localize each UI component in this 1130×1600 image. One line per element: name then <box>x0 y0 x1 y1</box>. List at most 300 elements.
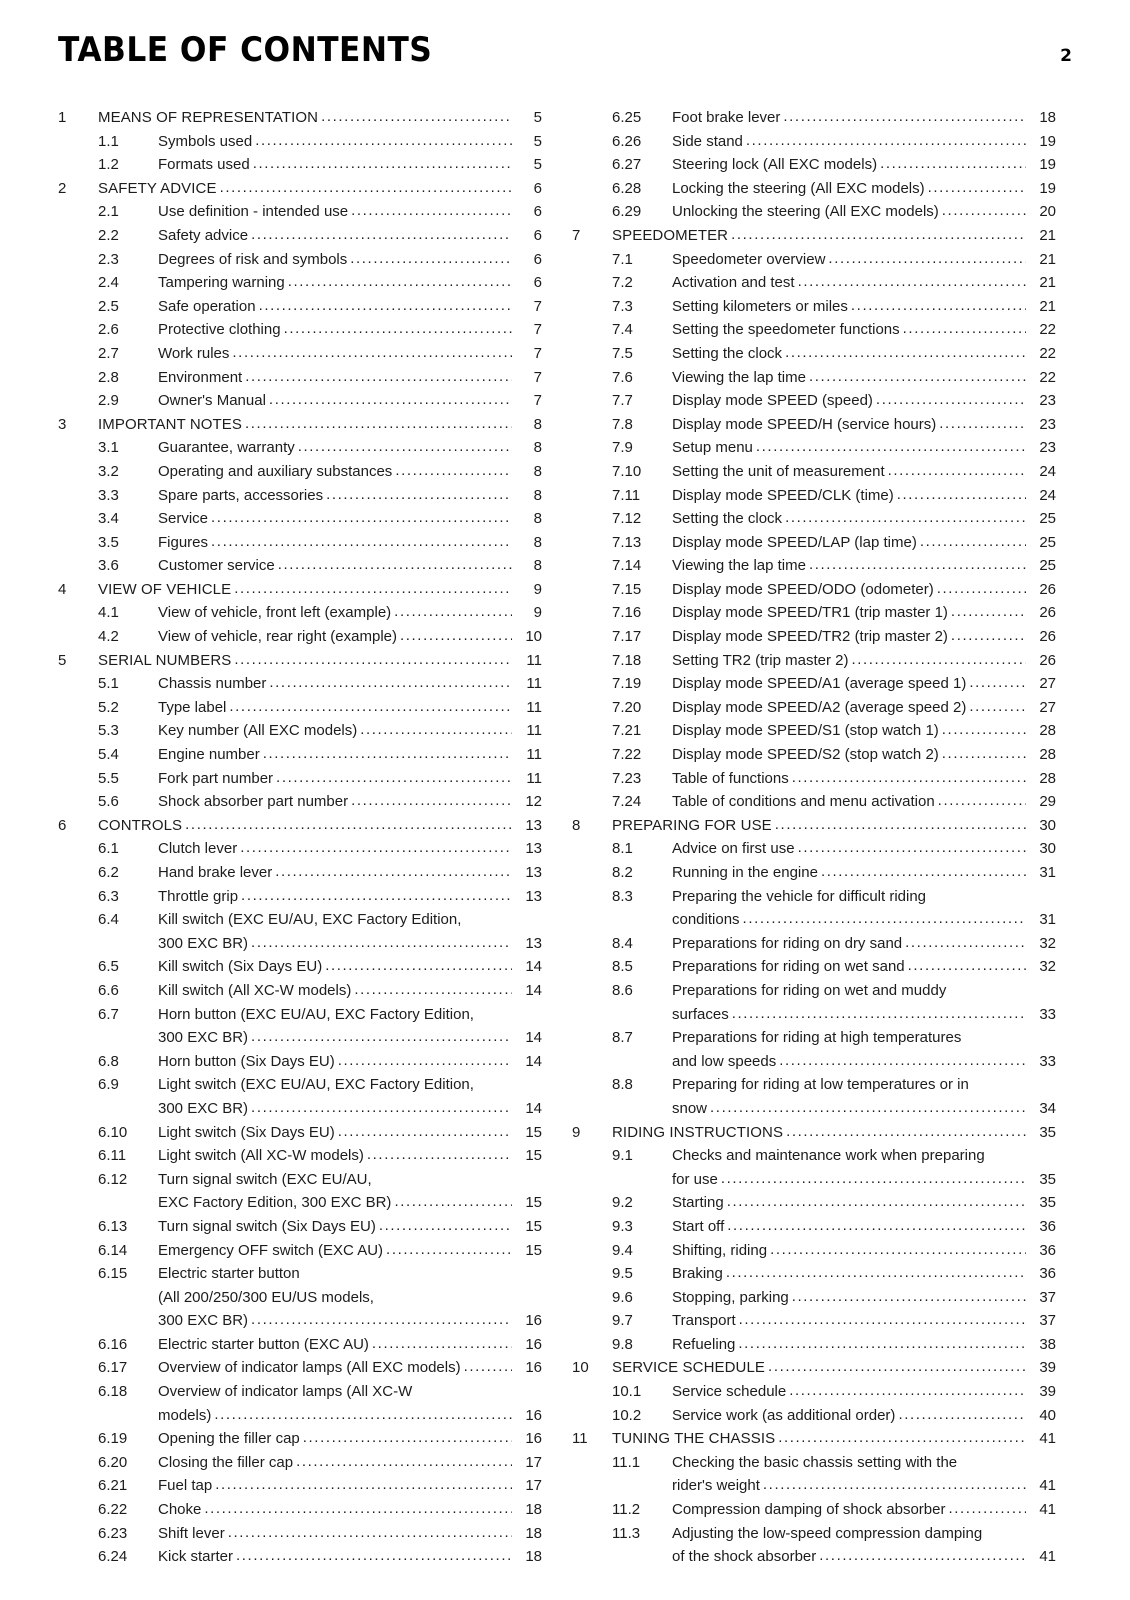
toc-entry[interactable] <box>572 1333 1056 1357</box>
toc-leader-dots <box>732 1007 1026 1026</box>
toc-entry-title: Chassis number <box>158 675 267 693</box>
toc-leader-dots <box>792 771 1026 790</box>
toc-leader-dots <box>245 370 512 389</box>
toc-entry-title: conditions <box>672 911 740 929</box>
toc-entry-number: 6.4 <box>98 911 119 929</box>
toc-entry-number: 3.6 <box>98 557 119 575</box>
toc-entry[interactable] <box>58 1356 542 1380</box>
toc-leader-dots <box>768 1361 1026 1380</box>
toc-entry[interactable] <box>572 1262 1056 1286</box>
toc-leader-dots <box>785 512 1026 531</box>
toc-entry-title: 300 EXC BR) <box>158 1029 249 1047</box>
toc-entry[interactable] <box>572 885 1056 932</box>
toc-page-number: 15 <box>525 1194 542 1212</box>
toc-leader-dots <box>351 205 512 224</box>
toc-entry-title: Engine number <box>158 746 260 764</box>
toc-leader-dots <box>269 394 512 413</box>
toc-leader-dots <box>792 1290 1026 1309</box>
toc-leader-dots <box>785 347 1026 366</box>
toc-entry-title: Setting the speedometer functions <box>672 321 900 339</box>
toc-entry-number: 4.2 <box>98 628 119 646</box>
toc-page-number: 35 <box>1039 1170 1056 1188</box>
toc-entry[interactable] <box>572 837 1056 861</box>
toc-entry-body <box>672 955 1056 979</box>
toc-entry[interactable] <box>572 342 1056 366</box>
toc-entry-body <box>158 484 542 508</box>
toc-leader-dots <box>964 1031 1026 1050</box>
toc-entry[interactable] <box>572 1239 1056 1263</box>
toc-page-number: 7 <box>533 368 542 386</box>
toc-entry[interactable] <box>572 1404 1056 1428</box>
toc-entry-title: surfaces <box>672 1005 729 1023</box>
toc-leader-dots <box>394 606 512 625</box>
toc-entry-body <box>672 318 1056 342</box>
toc-entry[interactable] <box>572 484 1056 508</box>
toc-entry[interactable] <box>58 743 542 767</box>
toc-entry[interactable] <box>572 1144 1056 1191</box>
toc-entry[interactable] <box>58 1073 542 1120</box>
toc-leader-dots <box>326 488 512 507</box>
toc-leader-dots <box>985 1526 1026 1545</box>
toc-entry[interactable] <box>58 578 542 602</box>
toc-entry[interactable] <box>572 932 1056 956</box>
toc-entry-body <box>672 153 1056 177</box>
toc-leader-dots <box>211 512 512 531</box>
toc-entry-title: Preparations for riding on wet sand <box>672 958 905 976</box>
toc-entry[interactable] <box>58 1262 542 1333</box>
toc-leader-dots <box>477 1007 512 1026</box>
toc-page-number: 18 <box>1039 109 1056 126</box>
toc-leader-dots <box>321 111 512 130</box>
toc-entry[interactable] <box>572 1286 1056 1310</box>
toc-leader-dots <box>731 229 1026 248</box>
toc-entry[interactable] <box>58 413 542 437</box>
toc-entry-title: Setting TR2 (trip master 2) <box>672 651 849 669</box>
toc-entry[interactable] <box>58 153 542 177</box>
toc-entry[interactable] <box>572 578 1056 602</box>
toc-entry[interactable] <box>572 1380 1056 1404</box>
toc-leader-dots <box>960 1455 1026 1474</box>
toc-leader-dots <box>204 1503 512 1522</box>
toc-entry-number: 6.19 <box>98 1430 128 1448</box>
toc-entry[interactable] <box>58 106 542 130</box>
toc-entry[interactable] <box>572 767 1056 791</box>
toc-entry-title: Hand brake lever <box>158 864 273 881</box>
toc-entry-body <box>158 837 542 861</box>
toc-leader-dots <box>464 1361 512 1380</box>
toc-leader-dots <box>386 1243 512 1262</box>
toc-entry-number: 8.5 <box>612 958 633 976</box>
toc-entry[interactable] <box>58 271 542 295</box>
toc-leader-dots <box>727 1196 1026 1215</box>
toc-entry-body <box>672 885 1056 932</box>
toc-entry-title: Preparations for riding on wet and muddy <box>672 981 947 999</box>
toc-page-number: 14 <box>525 1099 542 1117</box>
toc-leader-dots <box>972 1078 1026 1097</box>
toc-entry-title: Kill switch (EXC EU/AU, EXC Factory Edition, <box>158 911 462 929</box>
toc-page-number: 7 <box>533 392 542 410</box>
toc-entry[interactable] <box>58 1451 542 1475</box>
toc-leader-dots <box>288 276 512 295</box>
toc-page-number: 25 <box>1039 533 1056 551</box>
toc-entry-title: models) <box>158 1406 212 1424</box>
toc-leader-dots <box>245 417 512 436</box>
toc-leader-dots <box>798 276 1026 295</box>
toc-entry[interactable] <box>58 790 542 814</box>
toc-page-number: 7 <box>533 344 542 362</box>
toc-entry-body <box>158 601 542 625</box>
toc-entry-number: 6.11 <box>98 1147 127 1165</box>
toc-entry[interactable] <box>572 696 1056 720</box>
toc-entry-title: Overview of indicator lamps (All EXC models) <box>158 1359 461 1377</box>
toc-entry[interactable] <box>58 1003 542 1050</box>
toc-page-number: 19 <box>1039 132 1056 150</box>
toc-leader-dots <box>903 323 1026 342</box>
toc-leader-dots <box>367 1149 512 1168</box>
toc-entry[interactable] <box>58 366 542 390</box>
toc-entry-number: 7.19 <box>612 675 642 693</box>
toc-entry-body <box>672 696 1056 720</box>
toc-entry[interactable] <box>58 554 542 578</box>
toc-entry[interactable] <box>572 1427 1056 1451</box>
toc-entry[interactable] <box>572 366 1056 390</box>
toc-leader-dots <box>251 1031 512 1050</box>
toc-leader-dots <box>739 1314 1026 1333</box>
toc-entry-number: 5.4 <box>98 746 119 764</box>
toc-entry-body <box>672 271 1056 295</box>
toc-entry-title: Light switch (All XC-W models) <box>158 1147 364 1165</box>
toc-entry[interactable] <box>572 460 1056 484</box>
toc-page-number: 19 <box>1039 179 1056 197</box>
toc-entry[interactable] <box>572 790 1056 814</box>
toc-entry-title: 300 EXC BR) <box>158 934 249 952</box>
toc-entry-title: Table of functions <box>672 769 789 787</box>
toc-entry[interactable] <box>58 672 542 696</box>
toc-page-number: 6 <box>533 203 542 221</box>
toc-entry-number: 7.5 <box>612 344 633 362</box>
toc-entry-title: Environment <box>158 368 243 386</box>
toc-entry-number: 6.6 <box>98 981 119 999</box>
toc-page-number: 30 <box>1039 840 1056 858</box>
toc-leader-dots <box>929 889 1026 908</box>
toc-entry[interactable] <box>58 531 542 555</box>
toc-page-number: 15 <box>525 1217 542 1235</box>
toc-entry[interactable] <box>58 484 542 508</box>
toc-entry-title: Emergency OFF switch (EXC AU) <box>158 1241 384 1259</box>
toc-entry[interactable] <box>58 837 542 861</box>
toc-entry[interactable] <box>58 601 542 625</box>
toc-entry-body <box>158 908 542 955</box>
toc-entry-body <box>158 248 542 272</box>
toc-entry[interactable] <box>572 413 1056 437</box>
toc-entry-title: Starting <box>672 1194 724 1212</box>
toc-entry-number: 10 <box>572 1359 589 1377</box>
toc-entry-number: 11.1 <box>612 1453 641 1471</box>
toc-entry[interactable] <box>572 1191 1056 1215</box>
toc-entry-number: 7.14 <box>612 557 642 575</box>
toc-entry[interactable] <box>572 743 1056 767</box>
toc-entry[interactable] <box>58 814 542 838</box>
toc-entry[interactable] <box>572 531 1056 555</box>
toc-leader-dots <box>215 1479 512 1498</box>
toc-entry-number: 11.3 <box>612 1524 641 1542</box>
toc-entry[interactable] <box>58 979 542 1003</box>
toc-entry[interactable] <box>58 389 542 413</box>
toc-entry[interactable] <box>572 1498 1056 1522</box>
toc-entry-body <box>612 814 1056 838</box>
toc-leader-dots <box>269 677 512 696</box>
toc-entry-body <box>672 177 1056 201</box>
toc-page-number: 16 <box>525 1335 542 1353</box>
toc-entry-body <box>158 625 542 649</box>
toc-entry-body <box>158 531 542 555</box>
toc-entry-title: (All 200/250/300 EU/US models, <box>158 1288 374 1306</box>
toc-entry-title: Tampering warning <box>158 274 285 292</box>
toc-entry-number: 11.2 <box>612 1501 641 1519</box>
toc-entry-title: View of vehicle, rear right (example) <box>158 628 397 646</box>
toc-entry[interactable] <box>58 955 542 979</box>
toc-leader-dots <box>888 465 1026 484</box>
toc-entry-title: of the shock absorber <box>672 1548 817 1566</box>
toc-entry[interactable] <box>58 1522 542 1546</box>
toc-entry[interactable] <box>572 1121 1056 1145</box>
toc-entry[interactable] <box>58 1144 542 1168</box>
toc-entry[interactable] <box>58 248 542 272</box>
toc-leader-dots <box>897 488 1026 507</box>
toc-page-number: 13 <box>525 840 542 858</box>
toc-entry[interactable] <box>572 1356 1056 1380</box>
toc-entry[interactable] <box>58 767 542 791</box>
toc-entry[interactable] <box>58 1498 542 1522</box>
toc-entry-title: Figures <box>158 533 209 551</box>
toc-entry[interactable] <box>58 1121 542 1145</box>
toc-entry-title: Turn signal switch (EXC EU/AU, <box>158 1170 372 1188</box>
toc-entry-number: 9.6 <box>612 1288 633 1306</box>
toc-page-number: 11 <box>526 698 542 716</box>
toc-entry-title: Throttle grip <box>158 887 239 905</box>
toc-entry-body <box>158 861 542 885</box>
toc-entry-title: PREPARING FOR USE <box>612 816 772 834</box>
toc-entry-title: Refueling <box>672 1335 736 1353</box>
toc-entry-number: 4 <box>58 580 67 598</box>
toc-leader-dots <box>415 1385 512 1404</box>
toc-leader-dots <box>937 582 1026 601</box>
toc-leader-dots <box>251 936 512 955</box>
toc-entry[interactable] <box>58 861 542 885</box>
toc-entry[interactable] <box>572 271 1056 295</box>
toc-page-number: 6 <box>533 226 542 244</box>
toc-page-number: 36 <box>1039 1217 1056 1235</box>
toc-entry[interactable] <box>572 248 1056 272</box>
toc-entry-number: 6.5 <box>98 958 119 976</box>
toc-entry-title: Foot brake lever <box>672 109 781 126</box>
toc-entry-body <box>672 389 1056 413</box>
toc-entry-number: 6.15 <box>98 1265 128 1283</box>
toc-entry[interactable] <box>58 649 542 673</box>
toc-entry-body <box>158 342 542 366</box>
toc-entry[interactable] <box>58 1168 542 1215</box>
toc-entry[interactable] <box>572 389 1056 413</box>
toc-entry[interactable] <box>572 814 1056 838</box>
toc-page-number: 21 <box>1039 274 1056 292</box>
toc-entry-number: 8.7 <box>612 1029 633 1047</box>
toc-entry[interactable] <box>58 460 542 484</box>
toc-entry-body <box>158 885 542 909</box>
toc-entry[interactable] <box>58 625 542 649</box>
toc-entry-title: Stopping, parking <box>672 1288 789 1306</box>
toc-entry-body <box>158 318 542 342</box>
toc-page-number: 22 <box>1039 321 1056 339</box>
toc-entry-body <box>672 719 1056 743</box>
toc-entry[interactable] <box>58 696 542 720</box>
toc-entry-number: 9.1 <box>612 1147 633 1165</box>
toc-entry-title: Shifting, riding <box>672 1241 768 1259</box>
toc-entry[interactable] <box>572 200 1056 224</box>
toc-entry-body <box>672 1404 1056 1428</box>
toc-entry-title: Table of conditions and menu activation <box>672 793 935 811</box>
toc-leader-dots <box>951 630 1026 649</box>
toc-entry-title: Horn button (Six Days EU) <box>158 1052 335 1070</box>
toc-entry[interactable] <box>58 507 542 531</box>
toc-page-number: 13 <box>525 887 542 905</box>
toc-entry[interactable] <box>572 436 1056 460</box>
toc-entry[interactable] <box>58 1545 542 1569</box>
toc-entry[interactable] <box>572 601 1056 625</box>
toc-entry[interactable] <box>58 1215 542 1239</box>
toc-entry-title: Guarantee, warranty <box>158 439 295 457</box>
toc-entry-body <box>672 1309 1056 1333</box>
toc-entry[interactable] <box>572 507 1056 531</box>
toc-leader-dots <box>809 370 1026 389</box>
toc-entry-number: 2.4 <box>98 274 119 292</box>
toc-entry[interactable] <box>572 979 1056 1026</box>
toc-entry[interactable] <box>572 554 1056 578</box>
toc-entry-number: 7.1 <box>612 250 633 268</box>
toc-page-number: 10 <box>525 628 542 646</box>
toc-entry[interactable] <box>58 177 542 201</box>
toc-entry[interactable] <box>572 1026 1056 1073</box>
toc-entry[interactable] <box>58 1380 542 1427</box>
toc-entry[interactable] <box>58 1239 542 1263</box>
toc-entry[interactable] <box>58 224 542 248</box>
toc-entry-body <box>158 1380 542 1427</box>
toc-entry-title: Safe operation <box>158 297 256 315</box>
toc-entry-title: Degrees of risk and symbols <box>158 250 348 268</box>
toc-entry-title: Display mode SPEED/S1 (stop watch 1) <box>672 722 939 740</box>
toc-entry[interactable] <box>572 1073 1056 1120</box>
toc-entry[interactable] <box>572 719 1056 743</box>
toc-entry[interactable] <box>572 672 1056 696</box>
toc-page-number: 18 <box>525 1548 542 1566</box>
toc-entry[interactable] <box>572 625 1056 649</box>
toc-entry-number: 6.1 <box>98 840 119 858</box>
toc-entry-body <box>158 1003 542 1050</box>
toc-entry[interactable] <box>572 1309 1056 1333</box>
toc-entry-number: 11 <box>572 1430 588 1448</box>
toc-page-number: 39 <box>1039 1359 1056 1377</box>
toc-leader-dots <box>710 1102 1026 1121</box>
toc-leader-dots <box>303 1432 512 1451</box>
toc-entry[interactable] <box>572 224 1056 248</box>
toc-entry-number: 7.22 <box>612 746 642 764</box>
toc-entry-title: Work rules <box>158 344 230 362</box>
toc-page-number: 16 <box>525 1430 542 1448</box>
toc-page-number: 29 <box>1039 793 1056 811</box>
toc-entry[interactable] <box>572 1522 1056 1569</box>
toc-entry[interactable] <box>58 1050 542 1074</box>
toc-entry-number: 7.12 <box>612 510 642 528</box>
toc-page-number: 39 <box>1039 1383 1056 1401</box>
toc-entry-body <box>672 932 1056 956</box>
toc-entry[interactable] <box>58 318 542 342</box>
toc-entry[interactable] <box>58 719 542 743</box>
toc-leader-dots <box>251 1102 512 1121</box>
toc-page-number: 8 <box>533 415 542 433</box>
toc-entry-title: Use definition - intended use <box>158 203 349 221</box>
toc-entry[interactable] <box>58 200 542 224</box>
toc-entry[interactable] <box>572 177 1056 201</box>
toc-entry-number: 2.6 <box>98 321 119 339</box>
toc-leader-dots <box>303 1267 512 1286</box>
toc-entry[interactable] <box>572 649 1056 673</box>
toc-entry[interactable] <box>58 342 542 366</box>
toc-entry-body <box>672 979 1056 1026</box>
toc-entry-number: 6.22 <box>98 1501 128 1519</box>
toc-entry-number: 7 <box>572 226 581 244</box>
toc-entry-title: Display mode SPEED/S2 (stop watch 2) <box>672 746 939 764</box>
toc-entry-body <box>672 554 1056 578</box>
toc-entry[interactable] <box>58 130 542 154</box>
toc-entry-title: EXC Factory Edition, 300 EXC BR) <box>158 1194 392 1212</box>
toc-entry-body <box>672 1333 1056 1357</box>
toc-page-number: 5 <box>533 109 542 126</box>
toc-leader-dots <box>988 1149 1026 1168</box>
toc-entry-body <box>672 248 1056 272</box>
toc-entry-body <box>158 1050 542 1074</box>
toc-entry[interactable] <box>572 1215 1056 1239</box>
toc-entry-number: 6.26 <box>612 132 642 150</box>
toc-entry-body <box>672 601 1056 625</box>
toc-entry[interactable] <box>58 1427 542 1451</box>
toc-entry[interactable] <box>572 861 1056 885</box>
toc-entry-title: Turn signal switch (Six Days EU) <box>158 1217 376 1235</box>
toc-page-number: 30 <box>1039 816 1056 834</box>
toc-entry-number: 1.2 <box>98 156 119 174</box>
toc-entry[interactable] <box>572 153 1056 177</box>
toc-leader-dots <box>296 1455 512 1474</box>
toc-entry[interactable] <box>572 106 1056 130</box>
toc-leader-dots <box>375 1172 512 1191</box>
toc-entry[interactable] <box>572 1451 1056 1498</box>
toc-page-number: 18 <box>525 1501 542 1519</box>
toc-leader-dots <box>275 866 512 885</box>
toc-entry-body <box>672 790 1056 814</box>
toc-entry[interactable] <box>58 1474 542 1498</box>
toc-page-number: 11 <box>526 769 542 787</box>
toc-entry[interactable] <box>572 295 1056 319</box>
toc-entry[interactable] <box>58 436 542 460</box>
toc-entry[interactable] <box>572 130 1056 154</box>
toc-entry-title: View of vehicle, front left (example) <box>158 604 392 622</box>
toc-entry-number: 6.27 <box>612 156 642 174</box>
toc-entry[interactable] <box>58 885 542 909</box>
toc-entry[interactable] <box>58 295 542 319</box>
toc-entry[interactable] <box>572 955 1056 979</box>
toc-entry[interactable] <box>572 318 1056 342</box>
toc-entry[interactable] <box>58 1333 542 1357</box>
toc-entry-number: 5.2 <box>98 698 119 716</box>
toc-entry[interactable] <box>58 908 542 955</box>
